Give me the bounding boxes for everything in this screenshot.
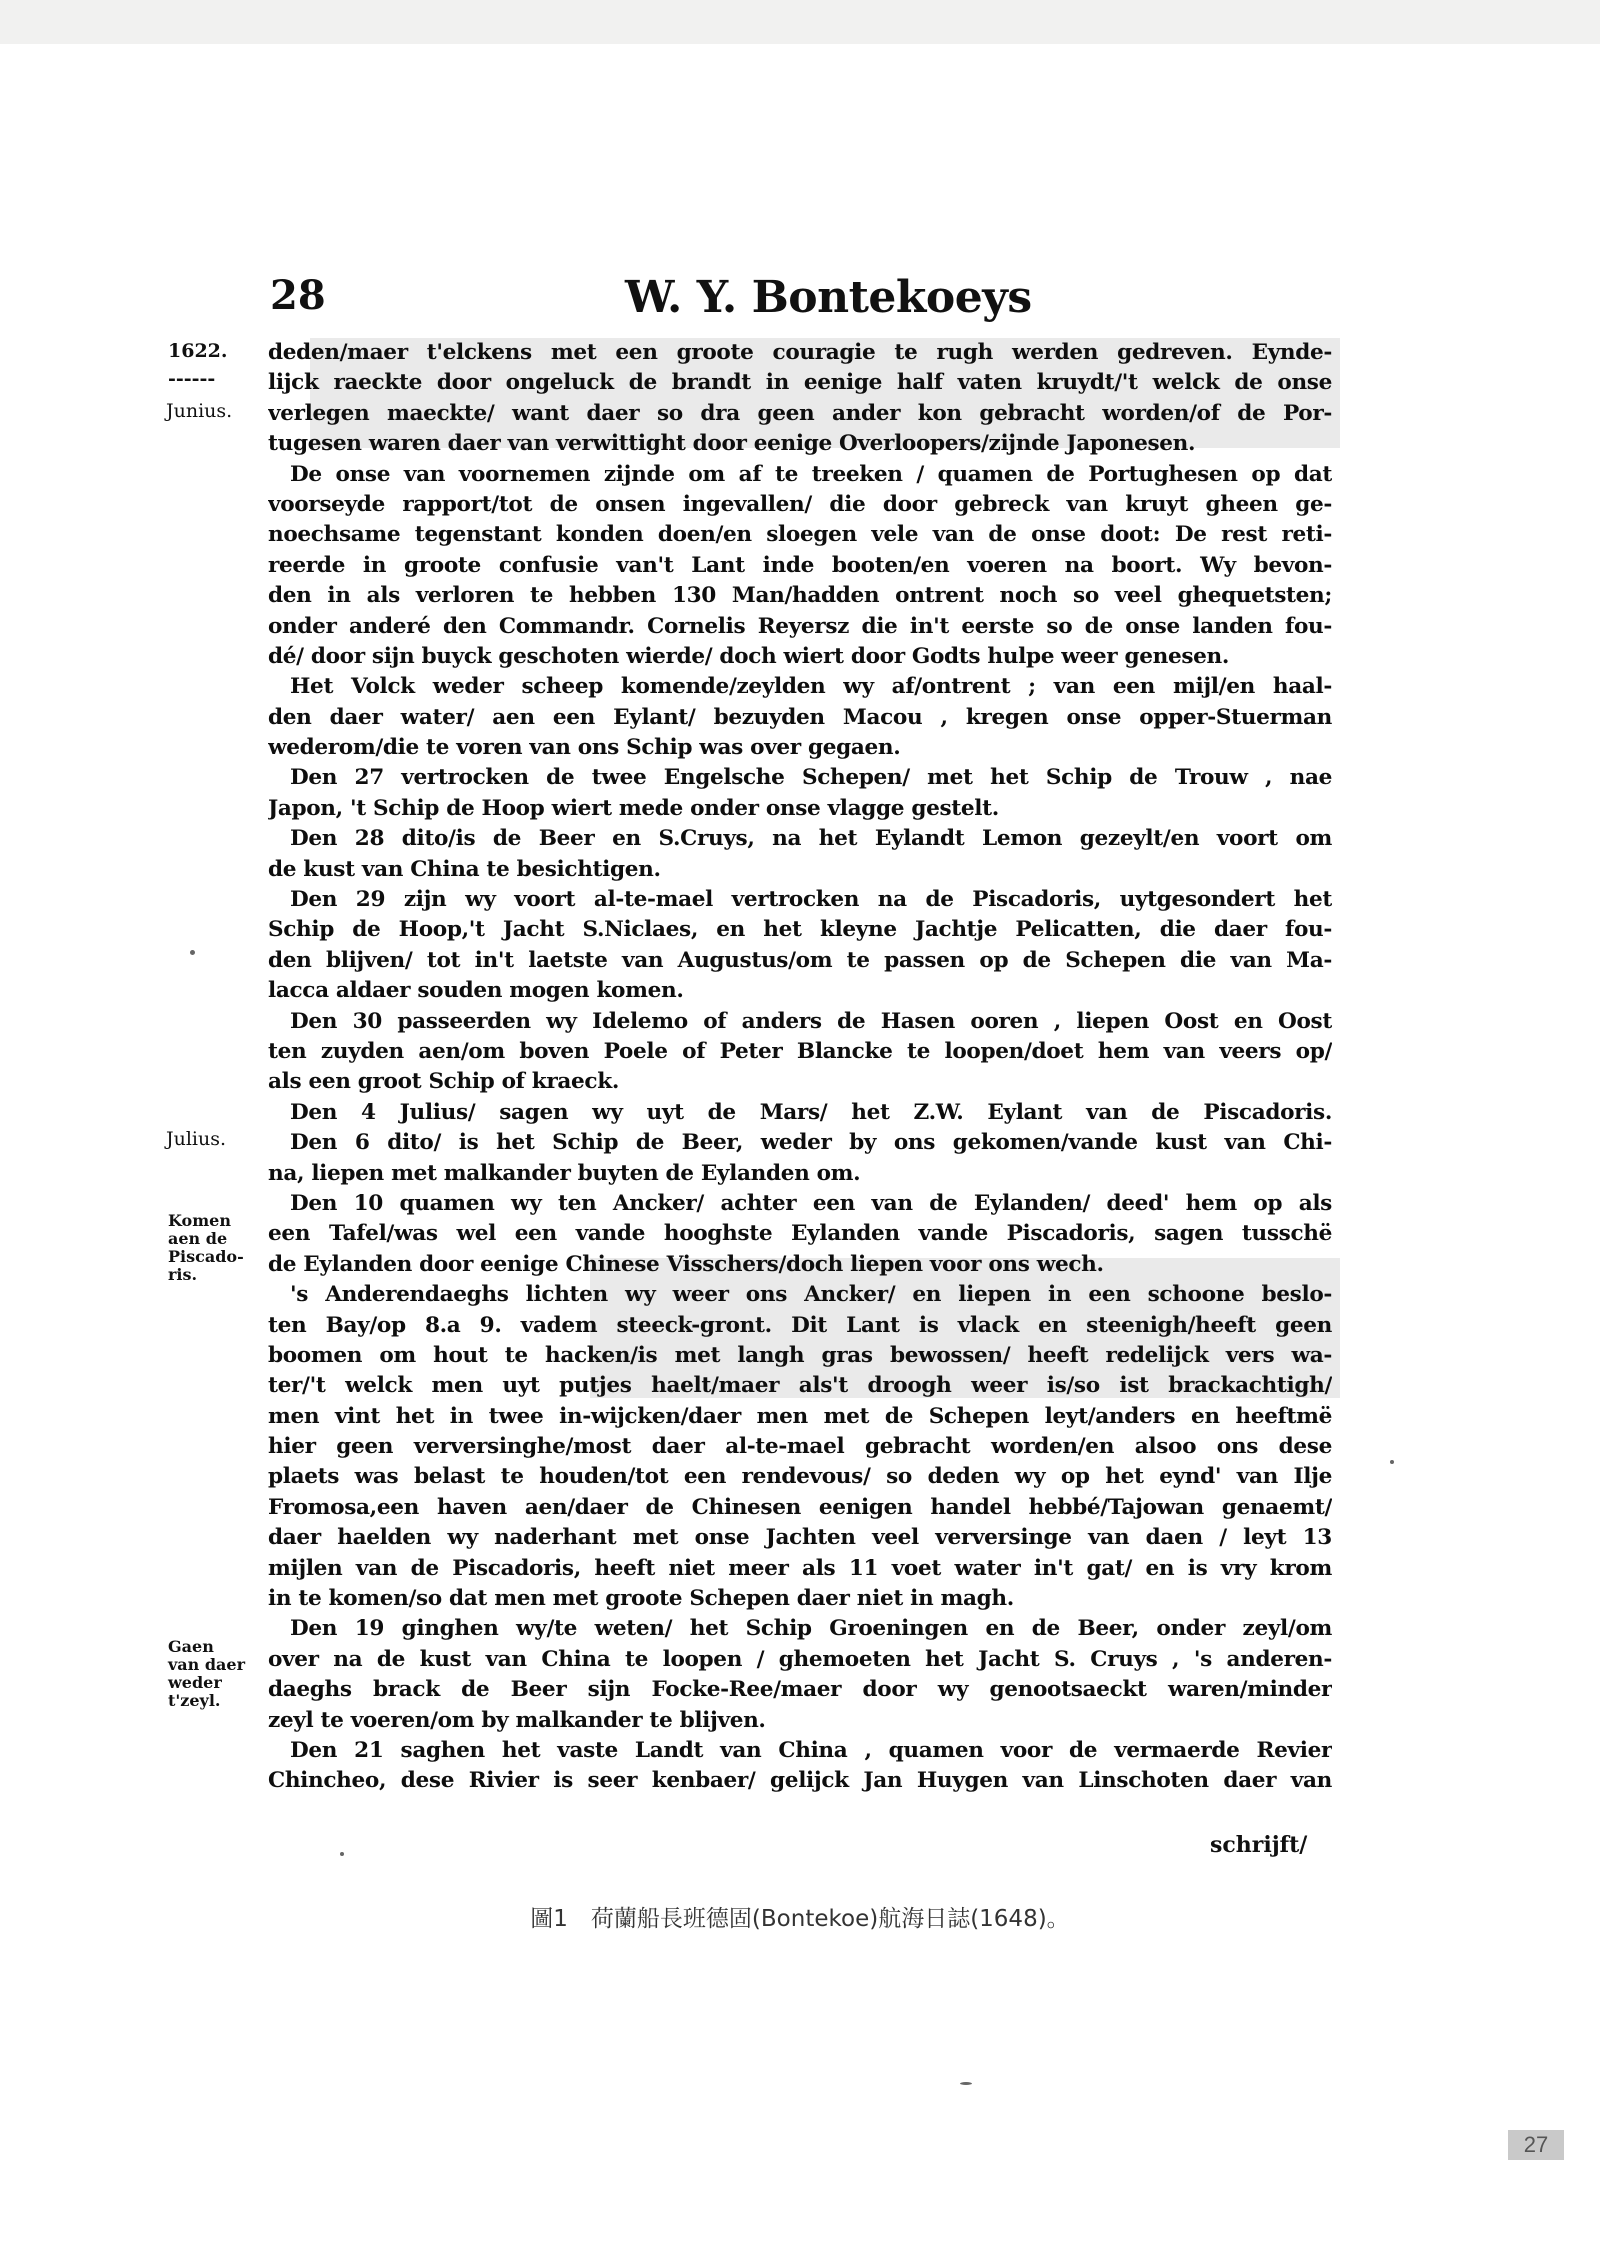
text-line: in te komen/so dat men met groote Schepen daer niet in magh. — [268, 1586, 1014, 1612]
page-number: 27 — [1508, 2130, 1564, 2160]
text-line: de kust van China te besichtigen. — [268, 856, 661, 882]
text-line: een Tafel/was wel een vande hooghste Eylanden vande Piscadoris, sagen tusschë — [268, 1221, 1332, 1247]
text-line: daeghs brack de Beer sijn Focke-Ree/maer door wy genootsaeckt waren/minder — [268, 1677, 1332, 1703]
text-line: deden/maer t'elckens met een groote couragie te rugh werden gedreven. Eynde- — [268, 340, 1332, 365]
margin-note-line: aen de — [168, 1229, 228, 1248]
margin-month-june: Junius. — [166, 400, 233, 422]
text-line: plaets was belast te houden/tot een rendevous/ so deden wy op het eynd' van Ilje — [268, 1464, 1332, 1490]
text-line: den in als verloren te hebben 130 Man/hadden ontrent noch so veel ghequetsten; — [268, 583, 1332, 609]
text-line: Schip de Hoop,'t Jacht S.Niclaes, en het kleyne Jachtje Pelicatten, die daer fou- — [268, 917, 1332, 943]
text-line: zeyl te voeren/om by malkander te blijven. — [268, 1707, 766, 1733]
text-line: lijck raeckte door ongeluck de brandt in eenige half vaten kruydt/'t welck de onse — [268, 370, 1332, 396]
text-line: lacca aldaer souden mogen komen. — [268, 978, 684, 1004]
scan-speck — [960, 2082, 972, 2085]
margin-dash: ------ — [168, 368, 216, 390]
text-line: dé/ door sijn buyck geschoten wierde/ doch wiert door Godts hulpe weer genesen. — [268, 643, 1230, 669]
text-line: De onse van voornemen zijnde om af te treeken / quamen de Portughesen op dat — [290, 461, 1332, 487]
text-line: noechsame tegenstant konden doen/en sloegen vele van de onse doot: De rest reti- — [268, 522, 1332, 548]
scan-top-band — [0, 0, 1600, 44]
text-line: ten zuyden aen/om boven Poele of Peter Blancke te loopen/doet hem van veers op/ — [268, 1038, 1332, 1064]
margin-note-line: Gaen — [168, 1637, 214, 1656]
folio-number: 28 — [270, 272, 326, 319]
text-line: Fromosa,een haven aen/daer de Chinesen eenigen handel hebbé/Tajowan genaemt/ — [268, 1494, 1332, 1520]
text-line: Den 4 Julius/ sagen wy uyt de Mars/ het Z.W. Eylant van de Piscadoris. — [290, 1099, 1332, 1125]
text-line: wederom/die te voren van ons Schip was over gegaen. — [268, 735, 901, 761]
text-line: Den 6 dito/ is het Schip de Beer, weder by ons gekomen/vande kust van Chi- — [290, 1130, 1332, 1156]
catchword: schrijft/ — [1210, 1832, 1308, 1858]
journal-text — [268, 338, 1332, 1797]
text-line: Den 28 dito/is de Beer en S.Cruys, na het Eylandt Lemon gezeylt/en voort om — [290, 826, 1332, 852]
margin-note-arrival — [168, 1212, 244, 1284]
margin-year: 1622. — [168, 340, 228, 362]
page-header — [270, 272, 1330, 334]
text-line: boomen om hout te hacken/is met langh gras bewossen/ heeft redelijck vers wa- — [268, 1342, 1332, 1368]
margin-note-line: Piscado- — [168, 1247, 244, 1266]
text-line: Den 30 passeerden wy Idelemo of anders de Hasen ooren , liepen Oost en Oost — [290, 1008, 1332, 1034]
text-line: na, liepen met malkander buyten de Eylanden om. — [268, 1160, 861, 1186]
text-line: Japon, 't Schip de Hoop wiert mede onder onse vlagge gestelt. — [268, 795, 999, 821]
margin-note-line: Komen — [168, 1211, 231, 1230]
text-line: daer haelden wy naderhant met onse Jachten veel verversinge van daen / leyt 13 — [268, 1525, 1332, 1551]
margin-note-line: ris. — [168, 1265, 198, 1284]
figure-caption: 圖1 荷蘭船長班德固(Bontekoe)航海日誌(1648)。 — [530, 1906, 1070, 1932]
scan-speck — [190, 950, 195, 955]
scan-speck — [340, 1852, 344, 1856]
text-line: Den 21 saghen het vaste Landt van China , quamen voor de vermaerde Revier — [290, 1737, 1332, 1763]
text-line: Den 29 zijn wy voort al-te-mael vertrocken na de Piscadoris, uytgesondert het — [290, 887, 1332, 913]
text-line: ter/'t welck men uyt putjes haelt/maer als't droogh weer is/so ist brackachtigh/ — [268, 1373, 1332, 1399]
text-line: Den 27 vertrocken de twee Engelsche Schepen/ met het Schip de Trouw , nae — [290, 765, 1332, 791]
text-line: Chincheo, dese Rivier is seer kenbaer/ gelijck Jan Huygen van Linschoten daer van — [268, 1768, 1332, 1794]
text-line: Den 19 ginghen wy/te weten/ het Schip Groeningen en de Beer, onder zeyl/om — [290, 1616, 1332, 1642]
text-line: hier geen verversinghe/most daer al-te-mael gebracht worden/en alsoo ons dese — [268, 1434, 1332, 1460]
running-title: W. Y. Bontekoeys — [625, 272, 1032, 323]
text-line: Het Volck weder scheep komende/zeylden wy af/ontrent ; van een mijl/en haal- — [290, 674, 1332, 700]
margin-note-line: weder — [168, 1673, 222, 1692]
text-line: onder anderé den Commandr. Cornelis Reyersz die in't eerste so de onse landen fou- — [268, 613, 1332, 639]
text-line: 's Anderendaeghs lichten wy weer ons Ancker/ en liepen in een schoone beslo- — [290, 1282, 1332, 1308]
scan-speck — [1390, 1460, 1394, 1464]
text-line: mijlen van de Piscadoris, heeft niet meer als 11 voet water in't gat/ en is vry krom — [268, 1555, 1332, 1581]
text-line: over na de kust van China te loopen / ghemoeten het Jacht S. Cruys , 's anderen- — [268, 1646, 1332, 1672]
text-line: den blijven/ tot in't laetste van Augustus/om te passen op de Schepen die van Ma- — [268, 947, 1332, 973]
text-line: Den 10 quamen wy ten Ancker/ achter een van de Eylanden/ deed' hem op als — [290, 1190, 1332, 1216]
text-line: verlegen maeckte/ want daer so dra geen ander kon gebracht worden/of de Por- — [268, 400, 1332, 426]
margin-month-july: Julius. — [166, 1128, 227, 1150]
margin-note-sail — [168, 1638, 245, 1710]
text-line: de Eylanden door eenige Chinese Visschers/doch liepen voor ons wech. — [268, 1251, 1104, 1277]
text-line: reerde in groote confusie van't Lant inde booten/en voeren na boort. Wy bevon- — [268, 552, 1332, 578]
text-line: den daer water/ aen een Eylant/ bezuyden Macou , kregen onse opper-Stuerman — [268, 704, 1332, 730]
text-line: tugesen waren daer van verwittight door eenige Overloopers/zijnde Japonesen. — [268, 431, 1196, 457]
text-line: voorseyde rapport/tot de onsen ingevallen/ die door gebreck van kruyt gheen ge- — [268, 491, 1332, 517]
text-line: als een groot Schip of kraeck. — [268, 1069, 620, 1095]
text-line: men vint het in twee in-wijcken/daer men met de Schepen leyt/anders en heeftmë — [268, 1403, 1332, 1429]
margin-note-line: van daer — [168, 1655, 246, 1674]
margin-note-line: t'zeyl. — [168, 1691, 221, 1710]
text-line: ten Bay/op 8.a 9. vadem steeck-gront. Dit Lant is vlack en steenigh/heeft geen — [268, 1312, 1332, 1338]
